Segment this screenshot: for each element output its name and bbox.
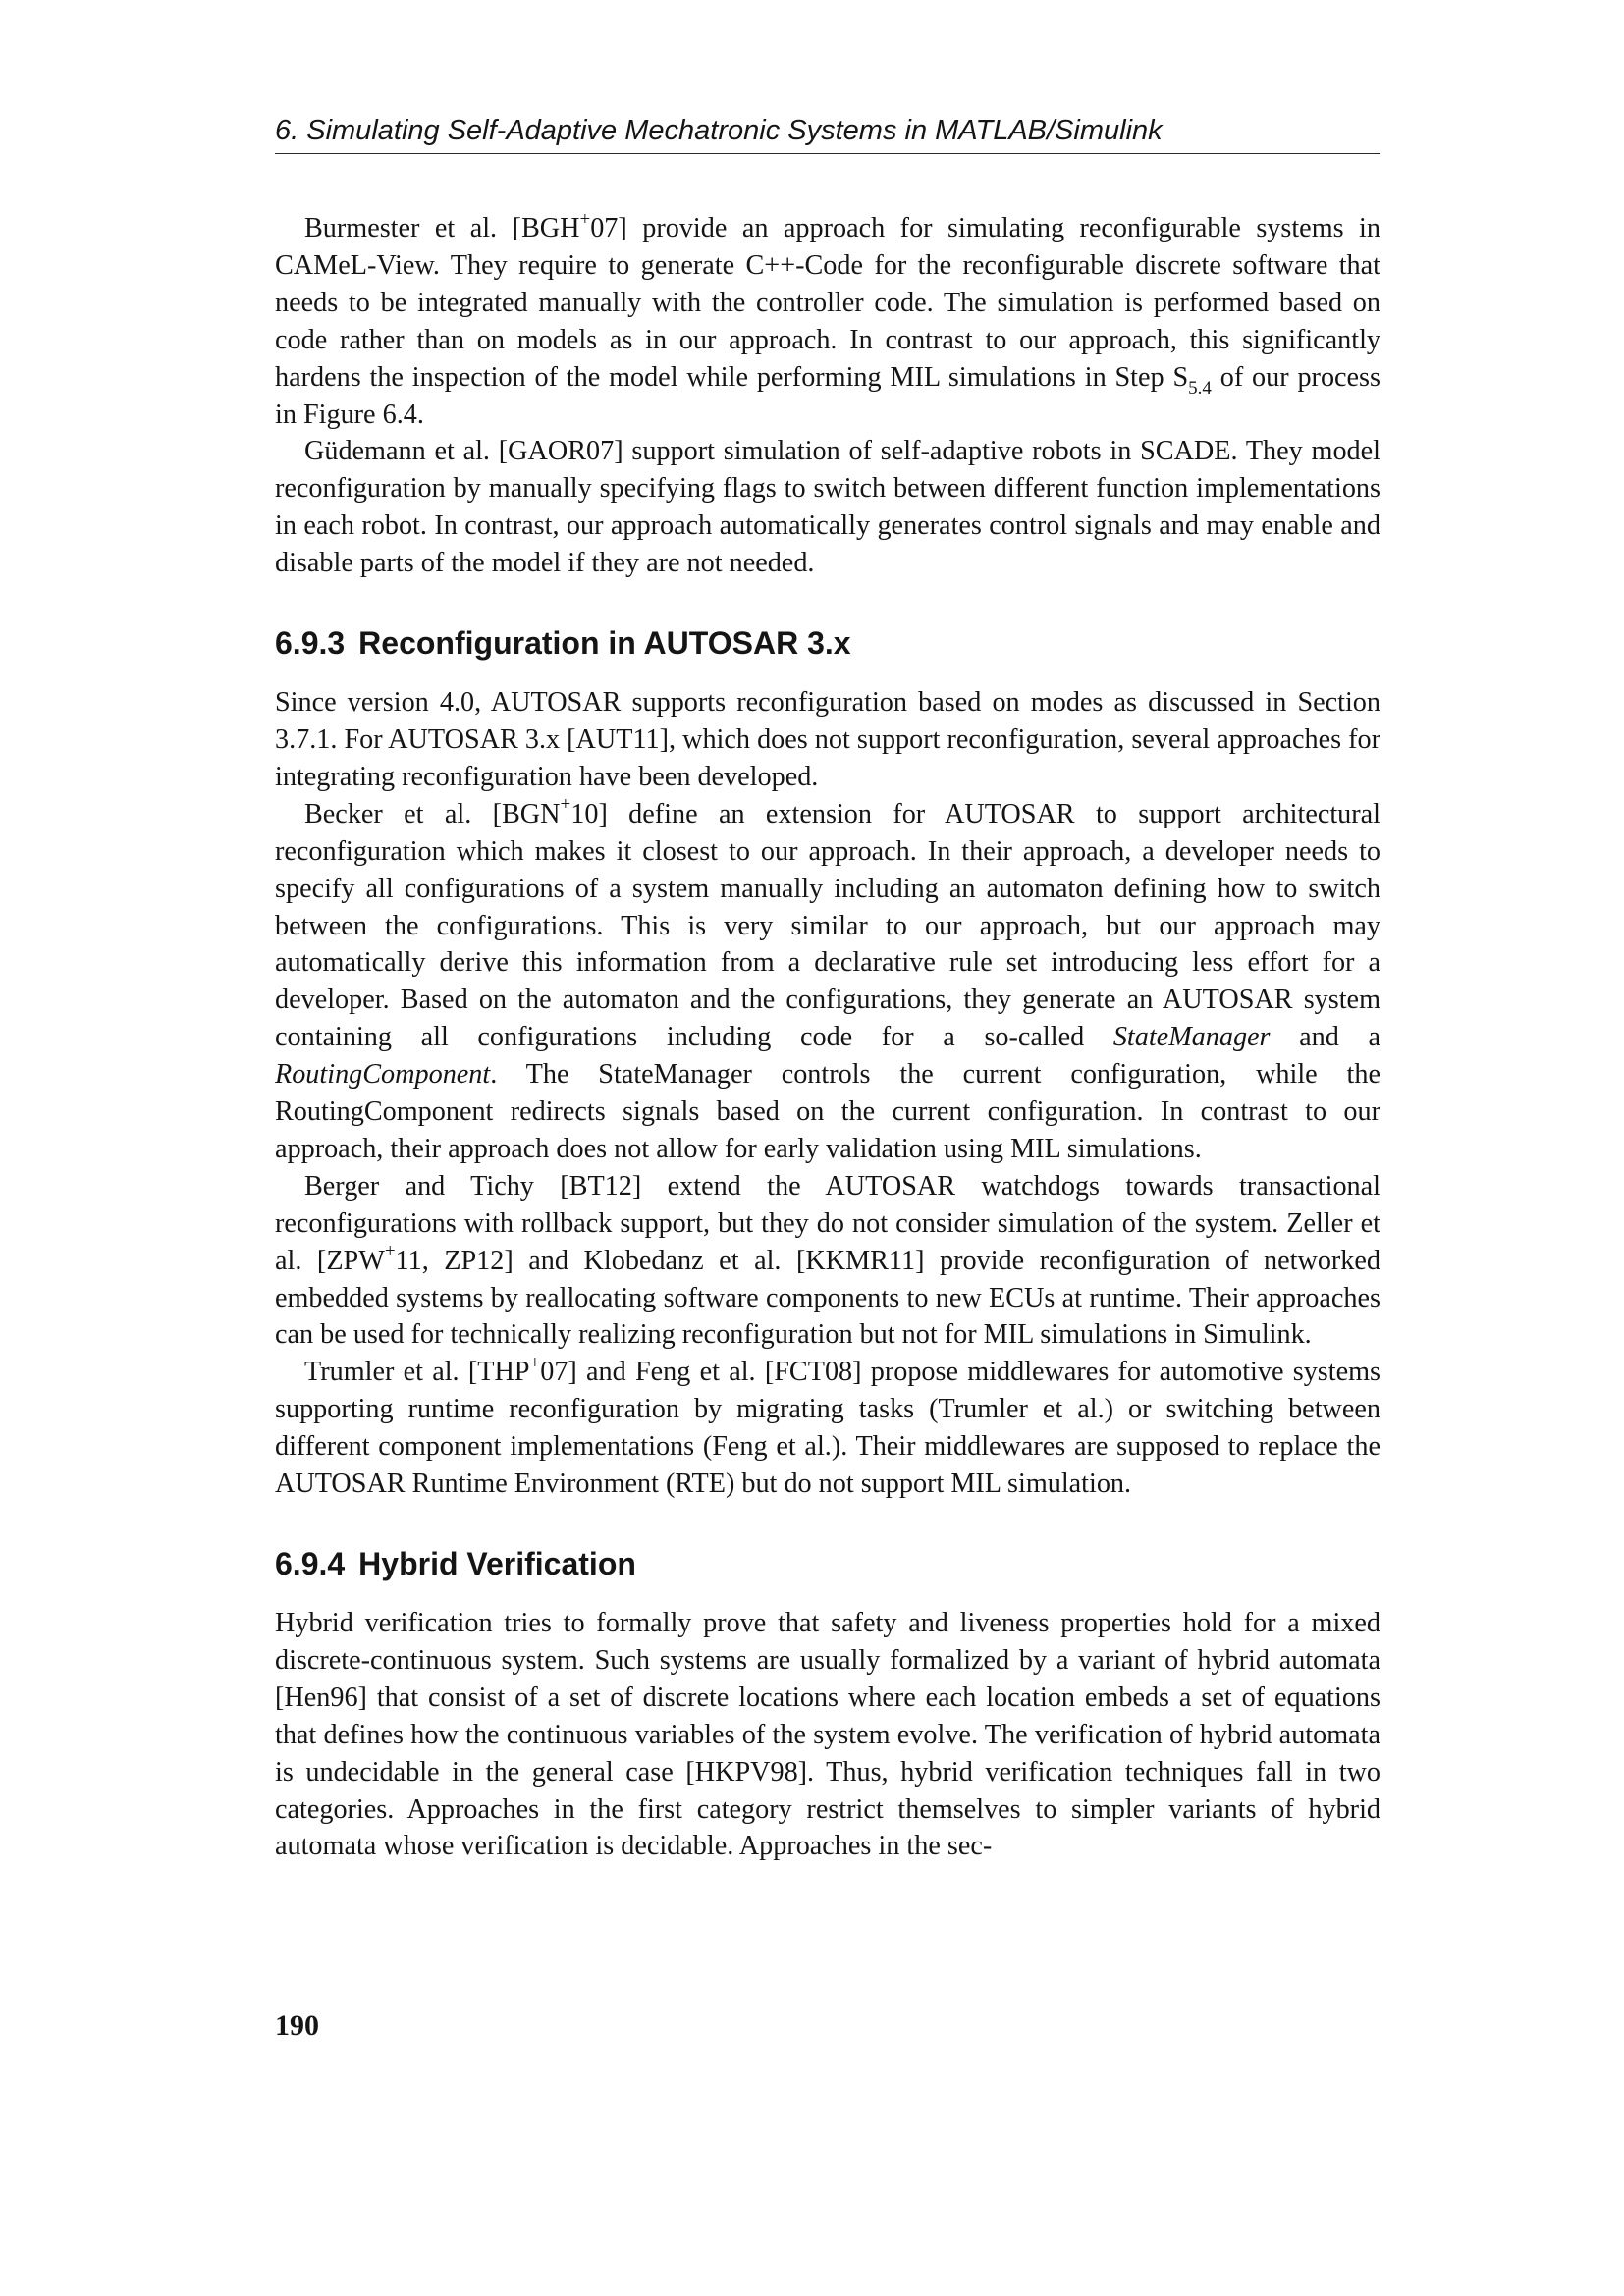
text-span: Burmester et al. [BGH bbox=[304, 213, 580, 243]
section-heading-6-9-3 bbox=[275, 623, 1380, 663]
subscript: 5.4 bbox=[1188, 378, 1212, 400]
text-span: Becker et al. [BGN bbox=[304, 798, 561, 829]
text-span: 11, ZP12] and Klobedanz et al. [KKMR11] provide reconfiguration of networked embedded systems by reallocating software components to new ECUs at runtime. Their approaches can be used for technically realizing reconfiguration but not for MIL simulations in Simulink. bbox=[275, 1245, 1380, 1351]
paragraph-berger bbox=[275, 1168, 1380, 1355]
paragraph-hybrid-verification: Hybrid verification tries to formally prove that safety and liveness properties hold for a mixed discrete-continuous system. Such systems are usually formalized by a variant of hybrid automata [Hen96] that consist of a set of discrete locations where each location embeds a set of equations that defines how the continuous variables of the system evolve. The verification of hybrid automata is undecidable in the general case [HKPV98]. Thus, hybrid verification techniques fall in two categories. Approaches in the first category restrict themselves to simpler variants of hybrid automata whose verification is decidable. Approaches in the sec- bbox=[275, 1608, 1380, 1862]
paragraph-autosar-intro: Since version 4.0, AUTOSAR supports reconfiguration based on modes as discussed in Section 3.7.1. For AUTOSAR 3.x [AUT11], which does not support reconfiguration, several approaches for integrating reconfiguration have been developed. bbox=[275, 687, 1380, 792]
superscript: + bbox=[560, 794, 571, 816]
page-number: 190 bbox=[275, 2009, 319, 2042]
text-span: of our process in Figure 6.4. bbox=[275, 361, 1380, 430]
section-number: 6.9.4 bbox=[275, 1546, 346, 1581]
superscript: + bbox=[384, 1241, 396, 1262]
superscript: + bbox=[579, 208, 591, 230]
text-span: 10] define an extension for AUTOSAR to support architectural reconfiguration which makes it closest to our approach. In their approach, a developer needs to specify all configurations of a system manually including an automaton defining how to switch between the configurations. This is very similar to our approach, but our approach may automatically derive this information from a declarative rule set introducing less effort for a developer. Based on the automaton and the configurations, they generate an AUTOSAR system containing all configurations including code for a so-called bbox=[275, 798, 1380, 1053]
section-number: 6.9.3 bbox=[275, 625, 346, 662]
text-span: . The StateManager controls the current configuration, while the RoutingComponent redirects signals based on the current configuration. In contrast to our approach, their approach does not allow for early validation using MIL simulations. bbox=[275, 1059, 1380, 1164]
running-head: 6. Simulating Self-Adaptive Mechatronic Systems in MATLAB/Simulink bbox=[275, 112, 1380, 154]
superscript: + bbox=[529, 1352, 541, 1373]
section-title: Hybrid Verification bbox=[358, 1546, 636, 1581]
text-span: 07] provide an approach for simulating reconfigurable systems in CAMeL-View. They require to generate C++-Code for the reconfigurable discrete software that needs to be integrated manually with the controller code. The simulation is performed based on code rather than on models as in our approach. In contrast to our approach, this significantly hardens the inspection of the model while performing MIL simulations in Step S bbox=[275, 213, 1380, 393]
emphasis: RoutingComponent bbox=[275, 1059, 491, 1091]
text-span: Trumler et al. [THP bbox=[304, 1357, 530, 1388]
text-span: Berger and Tichy [BT12] extend the AUTOSAR watchdogs towards transactional reconfigurations with rollback support, but they do not consider simulation of the system. Zeller et al. [ZPW bbox=[275, 1170, 1380, 1276]
text-span: and a bbox=[1270, 1022, 1381, 1053]
section-heading-6-9-4 bbox=[275, 1544, 1380, 1583]
paragraph-burmester bbox=[275, 210, 1380, 433]
paragraph-trumler bbox=[275, 1354, 1380, 1503]
page-body bbox=[275, 210, 1380, 1865]
section-title: Reconfiguration in AUTOSAR 3.x bbox=[358, 625, 851, 662]
emphasis: StateManager bbox=[1112, 1022, 1271, 1053]
paragraph-gudemann: Güdemann et al. [GAOR07] support simulation of self-adaptive robots in SCADE. They model reconfiguration by manually specifying flags to switch between different function implementations in each robot. In contrast, our approach automatically generates control signals and may enable and disable parts of the model if they are not needed. bbox=[275, 436, 1380, 579]
paragraph-becker bbox=[275, 796, 1380, 1168]
text-span: 07] and Feng et al. [FCT08] propose middlewares for automotive systems supporting runtime reconfiguration by migrating tasks (Trumler et al.) or switching between different component implementations (Feng et al.). Their middlewares are supposed to replace the AUTOSAR Runtime Environment (RTE) but do not support MIL simulation. bbox=[275, 1357, 1380, 1500]
